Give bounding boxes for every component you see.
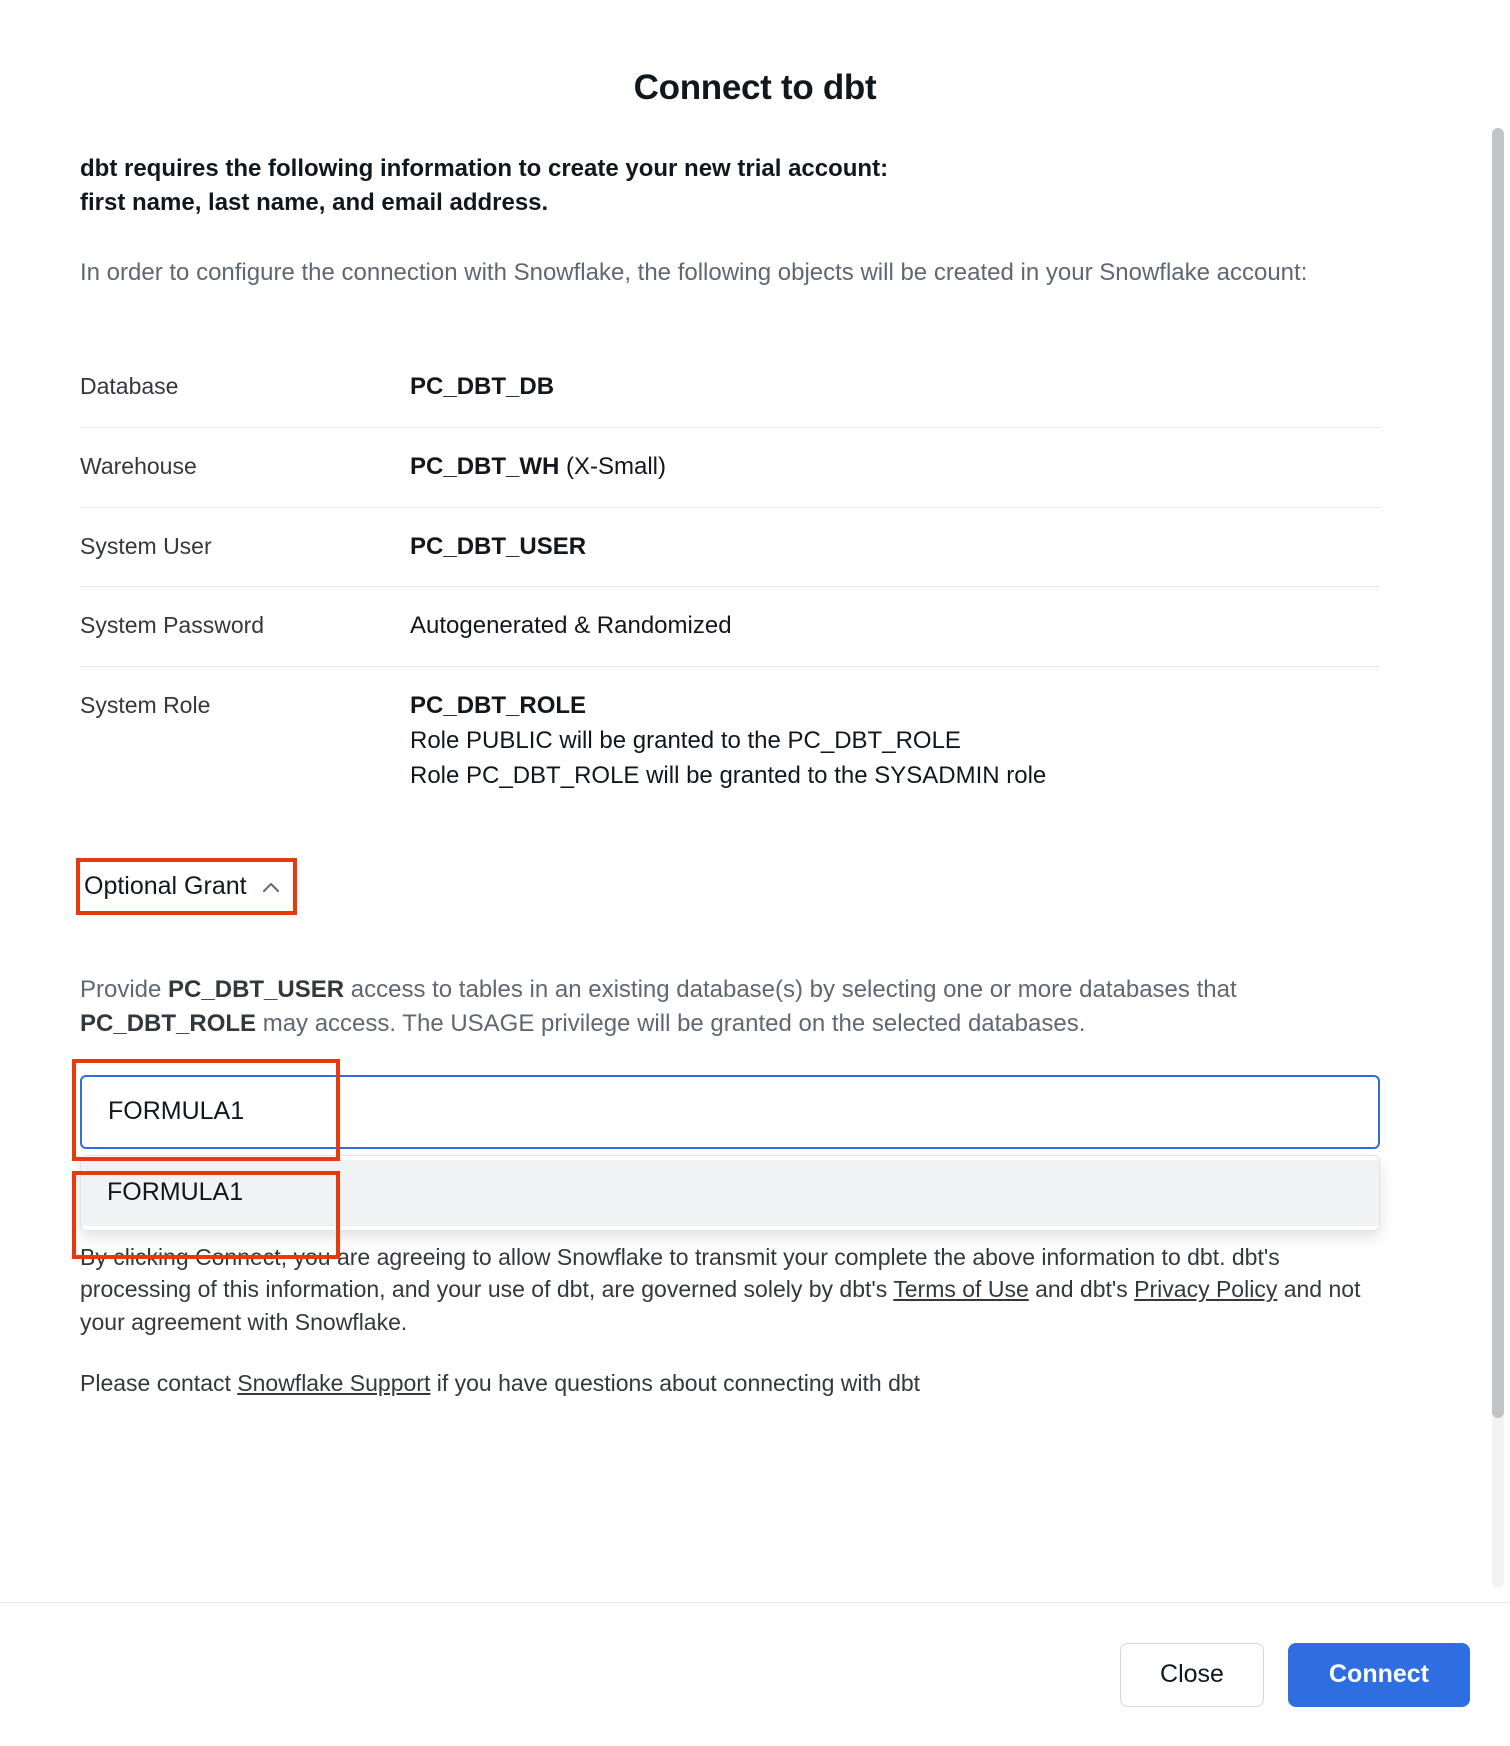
legal-part-3: and not your agreement with Snowflake. bbox=[80, 1276, 1361, 1336]
chevron-up-icon bbox=[261, 878, 281, 898]
grant-desc-user: PC_DBT_USER bbox=[168, 975, 345, 1003]
row-value-rest: (X-Small) bbox=[559, 452, 667, 480]
database-select-zone bbox=[80, 1075, 1380, 1207]
row-value bbox=[410, 689, 1046, 793]
contact-part-2: if you have questions about connecting with dbt bbox=[430, 1369, 921, 1396]
scrollbar-thumb[interactable] bbox=[1492, 128, 1504, 1418]
row-value bbox=[410, 370, 554, 405]
database-select-value: FORMULA1 bbox=[108, 1097, 245, 1126]
database-select-menu bbox=[80, 1155, 1380, 1231]
row-value bbox=[410, 450, 666, 485]
row-value-bold: PC_DBT_ROLE bbox=[410, 692, 587, 720]
row-value-rest: Autogenerated & Randomized bbox=[410, 612, 732, 640]
database-select-input[interactable] bbox=[80, 1075, 1380, 1149]
row-value-bold: PC_DBT_DB bbox=[410, 372, 555, 400]
grant-desc-part-2: access to tables in an existing database(s) by selecting one or more databases that bbox=[344, 975, 1237, 1003]
row-label: System Password bbox=[80, 612, 265, 639]
legal-part-1: By clicking Connect, you are agreeing to allow Snowflake to transmit your complete the above information to dbt. dbt's processing of this information, and your use of dbt, are governed solely by dbt's bbox=[80, 1243, 1280, 1303]
legal-part-2: and dbt's bbox=[1028, 1276, 1135, 1303]
legal-text bbox=[80, 1241, 1380, 1339]
row-value-bold: PC_DBT_USER bbox=[410, 532, 587, 560]
optional-grant-description bbox=[80, 973, 1380, 1041]
row-label: Database bbox=[80, 372, 179, 399]
grant-desc-part-1: Provide bbox=[80, 975, 169, 1003]
intro-line-2: first name, last name, and email address. bbox=[80, 189, 549, 217]
table-row bbox=[80, 587, 1380, 667]
grant-desc-role: PC_DBT_ROLE bbox=[80, 1009, 257, 1037]
support-contact-text bbox=[80, 1367, 1400, 1400]
row-value-sub-1: Role PUBLIC will be granted to the PC_DBT_ROLE bbox=[410, 726, 961, 754]
optional-grant-label: Optional Grant bbox=[84, 871, 247, 900]
optional-grant-toggle[interactable] bbox=[80, 862, 293, 911]
page-title: Connect to dbt bbox=[633, 68, 877, 107]
grant-desc-part-3: may access. The USAGE privilege will be granted on the selected databases. bbox=[256, 1009, 1086, 1037]
table-row bbox=[80, 508, 1380, 588]
close-button[interactable]: Close bbox=[1120, 1643, 1264, 1707]
optional-grant-wrapper bbox=[80, 862, 293, 911]
row-value-sub-2: Role PC_DBT_ROLE will be granted to the SYSADMIN role bbox=[410, 761, 1047, 789]
table-row bbox=[80, 428, 1380, 508]
privacy-policy-link[interactable]: Privacy Policy bbox=[1134, 1276, 1278, 1303]
row-label: System User bbox=[80, 532, 212, 559]
intro-line-1: dbt requires the following information to create your new trial account: bbox=[80, 155, 889, 182]
terms-of-use-link[interactable]: Terms of Use bbox=[893, 1276, 1029, 1303]
intro-note: In order to configure the connection with Snowflake, the following objects will be created in your Snowflake account: bbox=[80, 259, 1308, 287]
dialog-body bbox=[0, 128, 1510, 1602]
intro-requirements bbox=[80, 152, 1400, 220]
database-select-option[interactable] bbox=[81, 1160, 1379, 1226]
table-row bbox=[80, 348, 1380, 428]
row-label: System Role bbox=[80, 692, 211, 719]
snowflake-support-link[interactable]: Snowflake Support bbox=[237, 1369, 431, 1396]
row-label: Warehouse bbox=[80, 452, 197, 479]
contact-part-1: Please contact bbox=[80, 1369, 238, 1396]
connect-button[interactable]: Connect bbox=[1288, 1643, 1470, 1707]
table-row bbox=[80, 667, 1380, 815]
dialog-footer bbox=[0, 1602, 1510, 1746]
row-value bbox=[410, 530, 586, 565]
scrollbar[interactable] bbox=[1492, 128, 1504, 1588]
objects-table bbox=[80, 348, 1380, 816]
row-value-bold: PC_DBT_WH bbox=[410, 452, 560, 480]
row-value bbox=[410, 609, 732, 644]
database-option-label: FORMULA1 bbox=[107, 1178, 244, 1207]
